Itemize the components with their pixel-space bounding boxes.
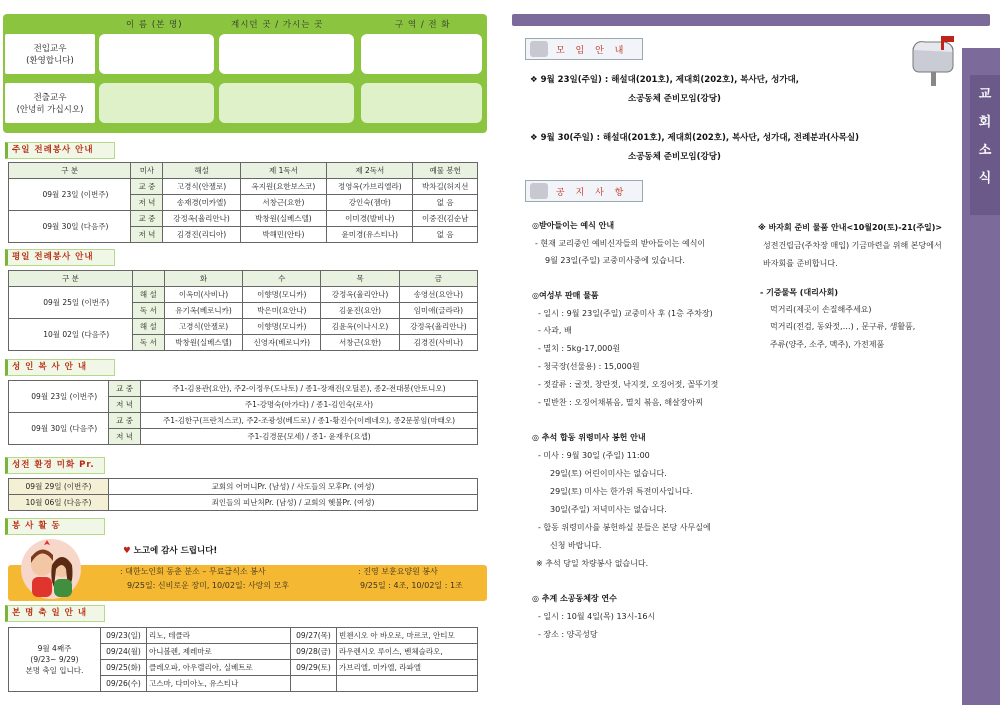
spine-char: 회 <box>978 115 992 130</box>
feast-section-title: 본 명 축 일 안 내 <box>5 605 105 622</box>
notice-b-item: - 청국장(선물용) : 15,000원 <box>538 362 640 371</box>
notice-e-l2: 바자회를 준비합니다. <box>763 259 838 268</box>
sunday-section-title: 주일 전례봉사 안내 <box>5 142 115 159</box>
feast-names: 고스마, 다미아노, 유스티나 <box>147 676 291 692</box>
spine-char: 식 <box>978 171 992 186</box>
service-heading <box>123 544 217 556</box>
notice-b-item: - 사과, 배 <box>538 326 572 335</box>
registration-panel <box>3 14 487 133</box>
weekday-cell: 박창원(실베스텔) <box>164 335 242 351</box>
altar-spacer <box>9 381 21 413</box>
notice-c-item: 30일(주일) 저녁미사는 없습니다. <box>550 505 667 514</box>
meetings-title: 모 임 안 내 <box>556 45 628 56</box>
sunday-cell: 없 음 <box>413 195 478 211</box>
weekday-cell: 임미애(글라라) <box>399 303 477 319</box>
sunday-table <box>8 162 478 243</box>
sunday-cell: 이중진(김순남 <box>413 211 478 227</box>
weekday-cell: 이향명(모니카) <box>243 319 321 335</box>
weekday-h3: 수 <box>243 271 321 287</box>
sunday-cell: 윤미경(유스티나) <box>327 227 413 243</box>
sunday-h1: 미사 <box>131 163 163 179</box>
notice-b-item: - 일시 : 9월 23일(주일) 교중미사 후 (1층 주차장) <box>538 309 713 318</box>
notice-c-item: - 미사 : 9월 30일 (주일) 11:00 <box>538 451 650 460</box>
notice-c-item: ※ 추석 당일 차량봉사 없습니다. <box>536 559 649 568</box>
weekday-cell: 박은미(요안나) <box>243 303 321 319</box>
sunday-spacer <box>9 211 21 243</box>
weekday-cell: 서창근(요한) <box>321 335 399 351</box>
env-value: 죄인들의 피난처Pr. (남성) / 교회의 혯불Pr. (여성) <box>109 495 478 511</box>
notice-c-item: 29일(토) 어린이미사는 없습니다. <box>550 469 667 478</box>
weekday-cell: 유기옥(베로니카) <box>164 303 242 319</box>
spine-title <box>970 75 1000 215</box>
weekday-cell: 고경식(안젤로) <box>164 319 242 335</box>
env-table <box>8 478 478 511</box>
weekday-cell: 김윤진(요안) <box>321 303 399 319</box>
altar-cell: 주1-김경문(모세) / 종1- 윤재우(요셉) <box>141 429 478 445</box>
env-date: 10월 06일 (다음주) <box>9 495 109 511</box>
weekday-cell: 김윤옥(이나시오) <box>321 319 399 335</box>
notice-title-box <box>525 180 643 202</box>
sunday-cell: 강정옥(율리안나) <box>163 211 240 227</box>
notice-a-l1: - 현재 교리중인 예비신자들의 받아들이는 예식이 <box>535 239 706 248</box>
sunday-h2: 해설 <box>163 163 240 179</box>
notice-e-l1: 성전건립금(주차장 매입) 기금마련을 위해 본당에서 <box>763 241 942 250</box>
weekday-cell: 송영선(요안나) <box>399 287 477 303</box>
feast-day: 09/27(목) <box>291 628 337 644</box>
left-page <box>0 0 490 705</box>
weekday-table <box>8 270 478 351</box>
meeting-item: ❖ 9월 23일(주일) : 해설대(201호), 제대회(202호), 복사단, 성가대, <box>530 75 799 85</box>
spine-char: 소 <box>978 143 992 158</box>
sunday-cell: 교 중 <box>131 211 163 227</box>
meeting-item: 소공동체 준비모임(강당) <box>628 152 721 162</box>
notice-icon <box>530 183 548 199</box>
sunday-date-1: 09월 30일 (다음주) <box>21 211 131 243</box>
right-page <box>500 0 1000 705</box>
notice-c-title: ◎ 추석 합동 위령미사 봉헌 안내 <box>532 433 646 442</box>
env-value: 교회의 어머니Pr. (남성) / 사도들의 모후Pr. (여성) <box>109 479 478 495</box>
notice-c-item: - 합동 위령미사를 봉헌하실 분들은 본당 사무실에 <box>538 523 711 532</box>
feast-table <box>8 627 478 692</box>
weekday-h4: 목 <box>321 271 399 287</box>
notice-e-title: ※ 바자회 준비 물품 안내<10월20(토)-21(주일)> <box>758 223 943 232</box>
sunday-date-0: 09월 23일 (이번주) <box>21 179 131 211</box>
notice-title: 공 지 사 항 <box>556 187 628 198</box>
meeting-item: ❖ 9월 30(주일) : 해설대(201호), 제대회(202호), 복사단, 성가대, 전례분과(사목실) <box>530 133 859 143</box>
reg-out-name-field[interactable] <box>99 83 214 123</box>
sunday-h0: 구 분 <box>9 163 131 179</box>
feast-side <box>9 628 101 692</box>
sunday-cell: 옥지원(요한보스코) <box>240 179 326 195</box>
sunday-cell: 고경식(안젤로) <box>163 179 240 195</box>
notice-b-item: - 멸치 : 5kg-17,000원 <box>538 344 621 353</box>
altar-table <box>8 380 478 445</box>
altar-cell: 주1-김한구(프란치스코), 주2-조광성(베드로) / 종1-황진수(이레네오), 종2문봉임(마태오) <box>141 413 478 429</box>
service-heading-text: 노고에 감사 드립니다! <box>133 546 218 556</box>
reg-header-name: 이 름 (본 명) <box>126 20 183 30</box>
feast-names: 리노, 테클라 <box>147 628 291 644</box>
spine-char: 교 <box>978 87 992 102</box>
sunday-cell: 교 중 <box>131 179 163 195</box>
service-left-l1: : 대한노인회 동춘 분소 – 무료급식소 봉사 <box>120 567 266 576</box>
feast-side-l3: 본명 축일 입니다. <box>25 666 84 675</box>
reg-label-out-l1: 전출교우 <box>33 92 67 103</box>
feast-names: 빈첸시오 아 바오로, 마르코, 안티모 <box>337 628 478 644</box>
feast-names: 라우렌시오 루이스, 벤체슬라오, <box>337 644 478 660</box>
notice-b-title: ◎여성부 판매 물품 <box>532 291 599 300</box>
feast-day: 09/26(수) <box>101 676 147 692</box>
sunday-h3: 제 1독서 <box>240 163 326 179</box>
header-bar <box>512 14 990 26</box>
reg-label-out-l2: (안녕히 가십시오) <box>16 104 84 115</box>
weekday-spacer <box>9 287 21 319</box>
reg-label-in <box>5 34 95 74</box>
service-section-title: 봉 사 활 동 <box>5 518 105 535</box>
sunday-cell: 박창원(실베스텔) <box>240 211 326 227</box>
feast-names: 가브리엘, 미카엘, 라파엘 <box>337 660 478 676</box>
weekday-cell: 독 서 <box>132 303 164 319</box>
notice-f-item: 주류(양주, 소주, 맥주), 가전제품 <box>770 340 885 349</box>
feast-side-l2: (9/23~ 9/29) <box>30 655 79 664</box>
weekday-cell: 해 설 <box>132 287 164 303</box>
notice-c-item: 29일(토) 미사는 한가위 특전미사입니다. <box>550 487 693 496</box>
mailbox-icon <box>905 30 965 88</box>
feast-side-l1: 9월 4째주 <box>37 644 72 653</box>
notice-f-item: 먹거리(전검, 동와젓,…) , 문구류, 생활품, <box>770 322 916 331</box>
sunday-cell: 이미경(발비나) <box>327 211 413 227</box>
notice-a-title: ◎받아들이는 예식 안내 <box>532 221 615 230</box>
weekday-cell: 강정옥(율리안나) <box>399 319 477 335</box>
weekday-section-title: 평일 전례봉사 안내 <box>5 249 115 266</box>
altar-cell: 저 녁 <box>109 397 141 413</box>
meeting-icon <box>530 41 548 57</box>
notice-f-title: - 기증물목 (대리사회) <box>760 288 839 297</box>
notice-d-item: - 일시 : 10월 4일(목) 13시-16시 <box>538 612 656 621</box>
altar-date-1: 09월 30일 (다음주) <box>21 413 109 445</box>
feast-day: 09/24(월) <box>101 644 147 660</box>
feast-names: 클레오파, 아우렐리아, 실베트로 <box>147 660 291 676</box>
weekday-h0: 구 분 <box>9 271 133 287</box>
feast-day: 09/23(일) <box>101 628 147 644</box>
reg-header-place: 계시던 곳 / 가시는 곳 <box>231 20 324 30</box>
weekday-h1 <box>132 271 164 287</box>
altar-section-title: 성 인 복 사 안 내 <box>5 359 115 376</box>
altar-cell: 저 녁 <box>109 429 141 445</box>
couple-illustration <box>20 535 82 603</box>
notice-f-item: 먹거리(제곳이 손질해주세요) <box>770 305 872 314</box>
sunday-h5: 예물 봉헌 <box>413 163 478 179</box>
feast-names <box>337 676 478 692</box>
sunday-cell: 박해민(안타) <box>240 227 326 243</box>
reg-out-area-field[interactable] <box>361 83 482 123</box>
reg-in-name-field[interactable] <box>99 34 214 74</box>
sunday-h4: 제 2독서 <box>327 163 413 179</box>
sunday-cell: 박차길(허지선 <box>413 179 478 195</box>
notice-d-item: - 장소 : 양곡성당 <box>538 630 598 639</box>
reg-in-place-field[interactable] <box>219 34 354 74</box>
reg-label-in-l2: (환영합니다) <box>26 55 74 66</box>
weekday-cell: 강정옥(율리안나) <box>321 287 399 303</box>
feast-day <box>291 676 337 692</box>
weekday-cell: 해 설 <box>132 319 164 335</box>
feast-names: 아니볼렌, 제레마로 <box>147 644 291 660</box>
altar-cell: 교 중 <box>109 381 141 397</box>
sunday-cell: 송재경(미카엘) <box>163 195 240 211</box>
weekday-cell: 이옥미(사비나) <box>164 287 242 303</box>
service-right-l2: 9/25일 : 4조, 10/02일 : 1조 <box>360 581 463 590</box>
service-left-l2: 9/25일: 신비로운 장미, 10/02일: 사랑의 모후 <box>127 581 290 590</box>
sunday-cell: 저 녁 <box>131 195 163 211</box>
meeting-item: 소공동체 준비모임(강당) <box>628 94 721 104</box>
reg-in-area-field[interactable] <box>361 34 482 74</box>
weekday-h5: 금 <box>399 271 477 287</box>
sunday-cell: 정영옥(가브리엘라) <box>327 179 413 195</box>
reg-label-out <box>5 83 95 123</box>
heart-icon: ♥ <box>123 546 131 556</box>
feast-day: 09/29(토) <box>291 660 337 676</box>
sunday-spacer <box>9 179 21 211</box>
weekday-cell: 김경진(사비나) <box>399 335 477 351</box>
weekday-date-0: 09월 25일 (이번주) <box>21 287 133 319</box>
sunday-cell: 강인숙(젬마) <box>327 195 413 211</box>
weekday-h2: 화 <box>164 271 242 287</box>
reg-header-area: 구 역 / 전 화 <box>395 20 451 30</box>
sunday-cell: 김경진(리디아) <box>163 227 240 243</box>
altar-cell: 주1-김용관(요안), 주2-이정우(도나토) / 종1-장재진(오딜론), 종2-전대봉(안토니오) <box>141 381 478 397</box>
notice-b-item: - 젓갈류 : 굴젓, 창란젓, 낙지젓, 오징어젓, 꼴뚜기젓 <box>538 380 719 389</box>
weekday-cell: 독 서 <box>132 335 164 351</box>
weekday-date-1: 10월 02일 (다음주) <box>21 319 133 351</box>
weekday-cell: 신영자(베로니카) <box>243 335 321 351</box>
feast-day: 09/25(화) <box>101 660 147 676</box>
altar-cell: 교 중 <box>109 413 141 429</box>
notice-a-l2: 9월 23일(주일) 교중미사중에 있습니다. <box>545 256 685 265</box>
notice-c-item: 신청 바랍니다. <box>550 541 602 550</box>
weekday-spacer <box>9 319 21 351</box>
notice-b-item: - 밑반찬 : 오징어채볶음, 멸치 볶음, 해살장아찌 <box>538 398 704 407</box>
notice-d-title: ◎ 추계 소공동체장 연수 <box>532 594 617 603</box>
reg-label-in-l1: 전입교우 <box>33 43 67 54</box>
altar-date-0: 09월 23일 (이번주) <box>21 381 109 413</box>
sunday-cell: 서창근(요한) <box>240 195 326 211</box>
env-section-title: 성전 환경 미화 Pr. <box>5 457 105 474</box>
altar-cell: 주1-강명숙(아가다) / 종1-김인숙(로사) <box>141 397 478 413</box>
reg-out-place-field[interactable] <box>219 83 354 123</box>
weekday-cell: 이향명(모니카) <box>243 287 321 303</box>
sunday-cell: 저 녁 <box>131 227 163 243</box>
feast-day: 09/28(금) <box>291 644 337 660</box>
meetings-title-box <box>525 38 643 60</box>
env-date: 09월 29일 (이번주) <box>9 479 109 495</box>
service-right-l1: : 진영 보훈요양원 봉사 <box>358 567 438 576</box>
sunday-cell: 없 음 <box>413 227 478 243</box>
altar-spacer <box>9 413 21 445</box>
